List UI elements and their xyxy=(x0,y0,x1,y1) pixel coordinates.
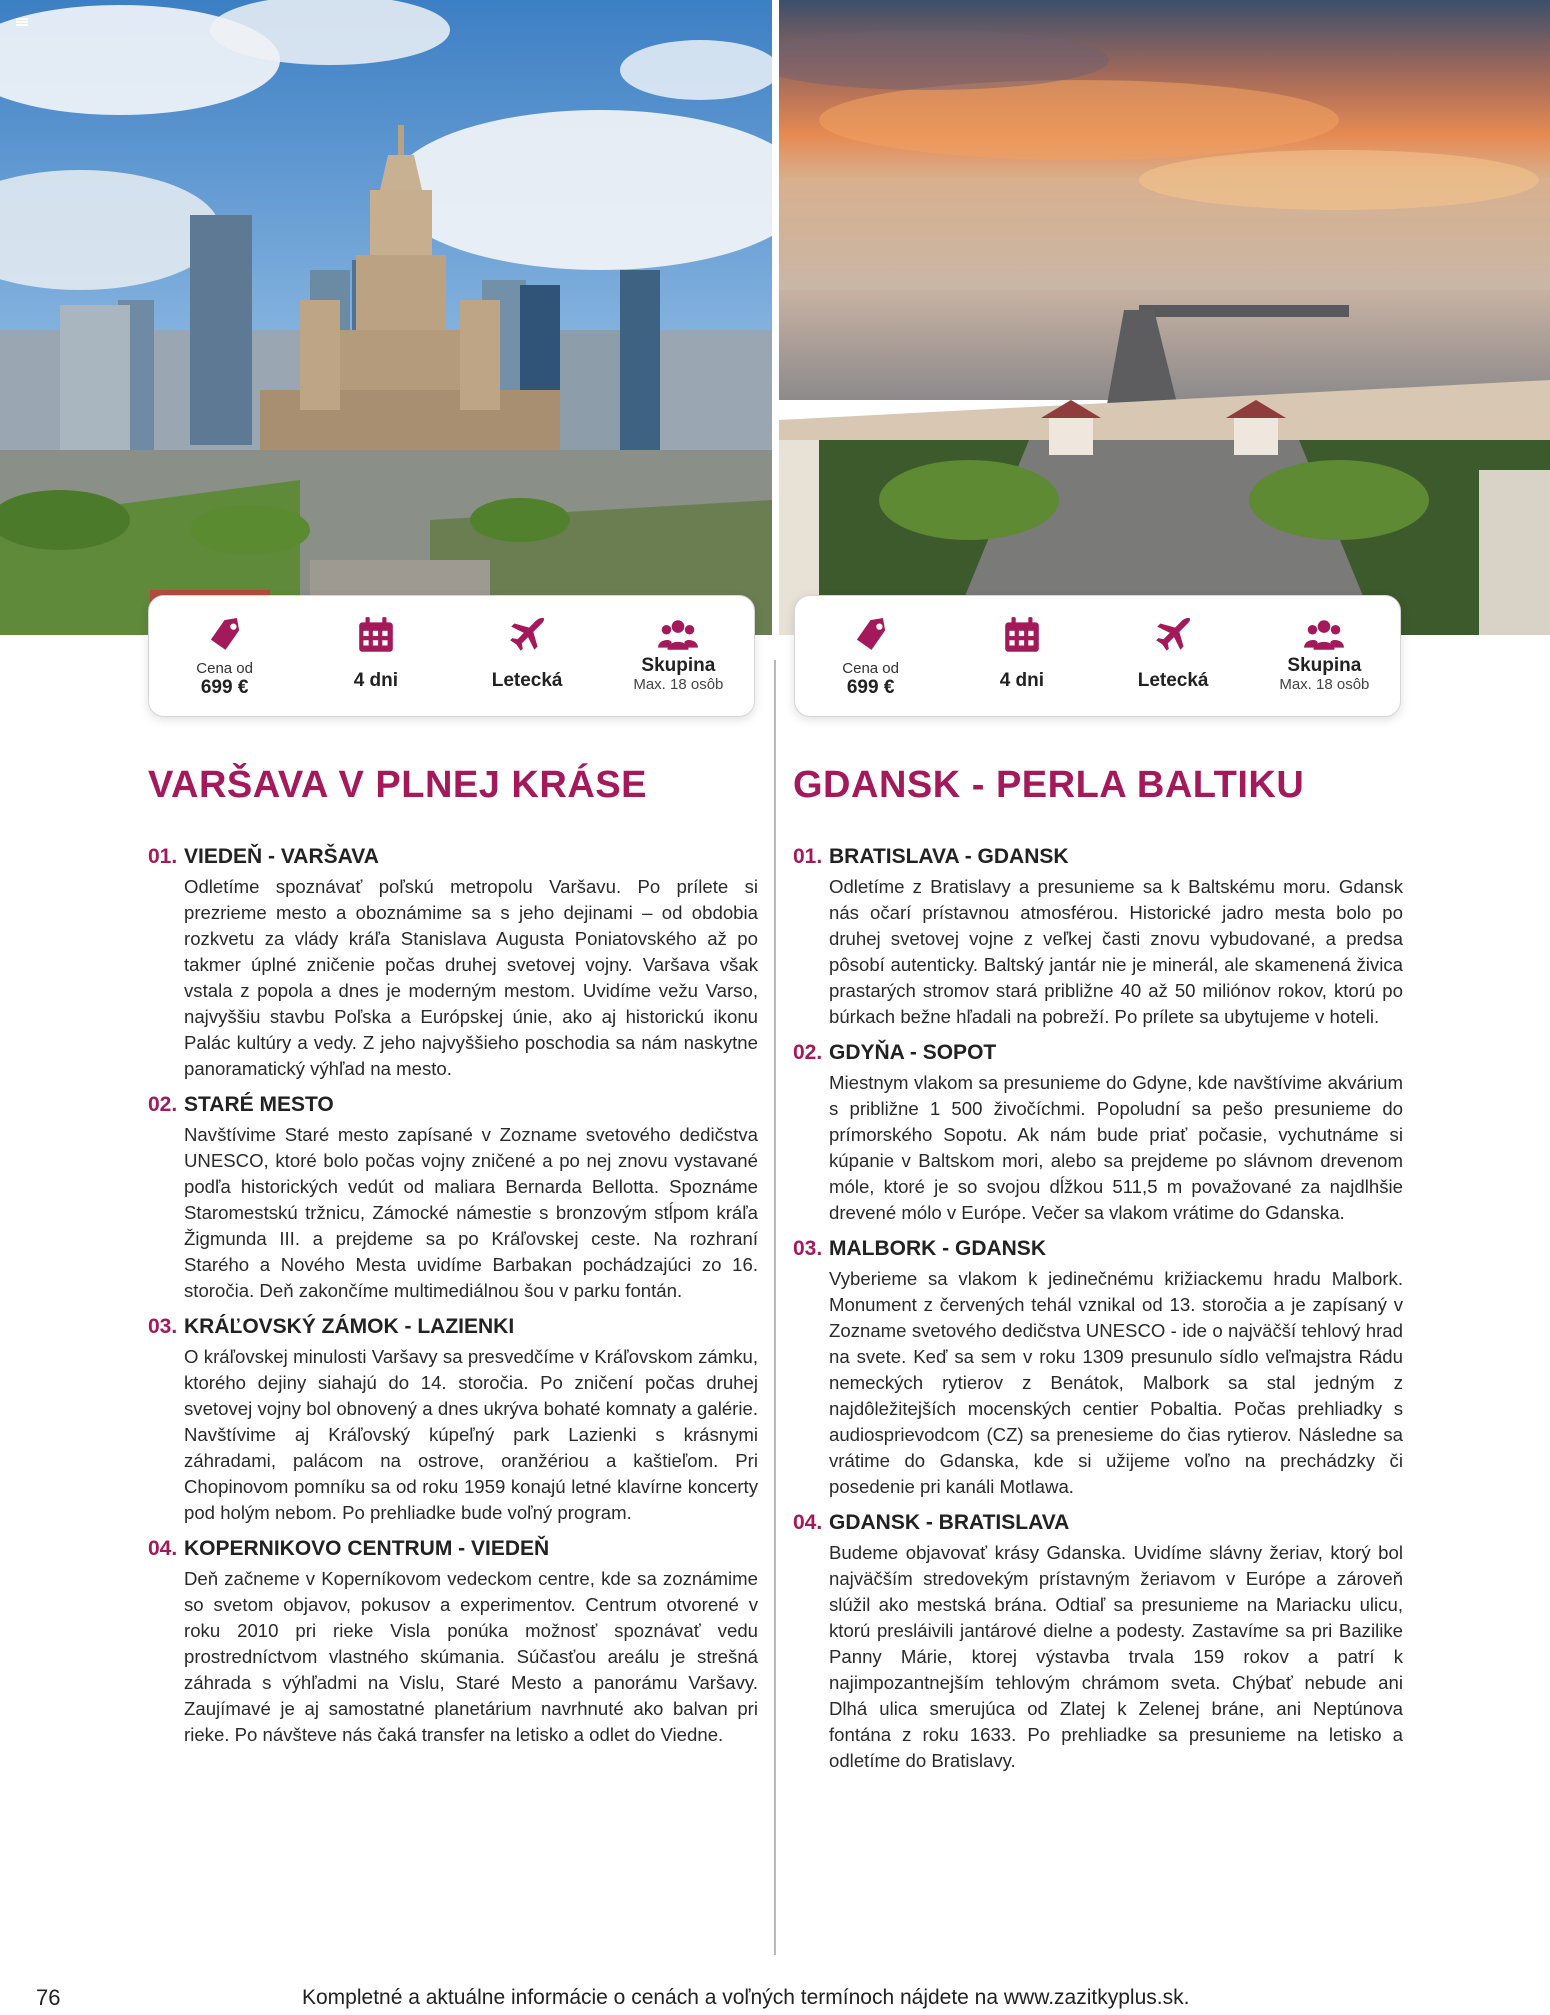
itinerary-day xyxy=(148,1532,758,1748)
airplane-icon xyxy=(1150,614,1196,656)
day-title: VIEDEŇ - VARŠAVA xyxy=(184,845,379,868)
airplane-icon xyxy=(504,614,550,656)
day-description: Budeme objavovať krásy Gdanska. Uvidíme slávny žeriav, ktorý bol najväčším stredovekým prístavným žeriavom v Európe a zároveň slúžil ako mestská brána. Odtiaľ sa presunieme na Mariacku ulicu, ktorú presláivili jantárové dielne a podesty. Zastavíme sa pri Bazilike Panny Márie, ktorej výstavba trvala 159 rokov a patrí k najimpozantnejším tehlovým chrámom sveta. Chýbať nebude ani Dlhá ulica smerujúca od Zlatej k Zelenej bráne, ani Neptúnova fontána z roku 1633. Po prehliadke sa presunieme na letisko a odletíme do Bratislavy. xyxy=(829,1542,1403,1771)
day-number: 04. xyxy=(148,1537,178,1560)
day-description: Deň začneme v Koperníkovom vedeckom centre, kde sa zoznámime so svetom objavov, pokusov a experimentov. Centrum otvorené v roku 2010 pri rieke Visla ponúka možnosť spoznávať vedu prostredníctvom vlastného skúmania. Súčasťou areálu je strešná záhrada s výhľadmi na Vislu, Staré Mesto a panorámu Varšavy. Zaujímavé je aj samostatné planetárium navrhnuté ako balvan pri rieke. Po návšteve nás čaká transfer na letisko a odlet do Viedne. xyxy=(184,1568,758,1745)
tour-title: GDANSK - PERLA BALTIKU xyxy=(793,764,1305,806)
day-title: KRÁĽOVSKÝ ZÁMOK - LAZIENKI xyxy=(184,1315,515,1338)
transport-info xyxy=(1098,596,1249,716)
itinerary-day xyxy=(793,840,1403,1030)
transport-info xyxy=(452,596,603,716)
tour-info-card xyxy=(148,595,755,717)
day-title: GDYŇA - SOPOT xyxy=(829,1041,997,1064)
group-detail: Max. 18 osôb xyxy=(1279,676,1370,693)
day-description: Navštívime Staré mesto zapísané v Zozname svetového dedičstva UNESCO, ktoré bolo počas vojny zničené a po nej znovu vystavané podľa historických vedút od maliara Bernarda Bellotta. Spoznáme Staromestskú tržnicu, Zámocké námestie s bronzovým stĺpom kráľa Žigmunda III. a prejdeme sa po Kráľovskej ceste. Na rozhraní Starého a Nového Mesta uvidíme Barbakan pochádzajúci zo 16. storočia. Deň zakončíme multimediálnou šou v parku fontán. xyxy=(184,1124,758,1301)
day-title: STARÉ MESTO xyxy=(184,1093,334,1116)
price-value: 699 € xyxy=(846,677,895,698)
day-number: 02. xyxy=(793,1041,823,1064)
group-people-icon xyxy=(1301,614,1347,656)
itinerary xyxy=(793,840,1403,1774)
itinerary xyxy=(148,840,758,1748)
itinerary-day xyxy=(793,1036,1403,1226)
price-label: Cena od xyxy=(842,660,899,677)
day-heading xyxy=(793,1036,1403,1070)
day-number: 01. xyxy=(148,845,178,868)
menu-icon xyxy=(16,18,28,26)
day-heading xyxy=(148,1532,758,1566)
calendar-icon xyxy=(999,614,1045,656)
itinerary-day xyxy=(148,1310,758,1526)
group-info xyxy=(1249,596,1400,716)
tour-title: VARŠAVA V PLNEJ KRÁSE xyxy=(148,764,647,806)
warsaw-skyline-photo xyxy=(0,0,772,635)
calendar-icon xyxy=(353,614,399,656)
sopot-pier-sunset-photo xyxy=(779,0,1550,635)
tour-column-gdansk xyxy=(793,760,1403,1780)
duration-info xyxy=(300,596,451,716)
day-heading xyxy=(793,840,1403,874)
day-title: GDANSK - BRATISLAVA xyxy=(829,1511,1070,1534)
itinerary-day xyxy=(148,840,758,1082)
day-number: 01. xyxy=(793,845,823,868)
day-number: 04. xyxy=(793,1511,823,1534)
day-description: O kráľovskej minulosti Varšavy sa presvedčíme v Kráľovskom zámku, ktorého dejiny siahajú do 14. storočia. Po zničení počas druhej svetovej vojny bol obnovený a dnes ukrýva bohaté komnaty a galérie. Navštívime aj Kráľovský kúpeľný park Lazienki s krásnymi záhradami, palácom na ostrove, oranžériou a kaštieľom. Pri Chopinovom pomníku sa od roku 1959 konajú letné klavírne koncerty pod holým nebom. Po prehliadke bude voľný program. xyxy=(184,1346,758,1523)
price-tag-icon xyxy=(202,614,248,656)
transport-value: Letecká xyxy=(1137,670,1209,691)
duration-info xyxy=(946,596,1097,716)
group-label: Skupina xyxy=(1287,655,1362,676)
group-people-icon xyxy=(655,614,701,656)
price-info xyxy=(795,596,946,716)
tour-info-card xyxy=(794,595,1401,717)
day-description: Odletíme z Bratislavy a presunieme sa k Baltskému moru. Gdansk nás očarí prístavnou atmosférou. Historické jadro mesta bolo po druhej svetovej vojne z veľkej časti znovu vybudované, a predsa pôsobí autenticky. Baltský jantár nie je minerál, ale skamenená živica prastarých stromov stará približne 40 až 50 miliónov rokov, ktorú po búrkach bežne hľadali na pobreží. Po prílete sa ubytujeme v hoteli. xyxy=(829,876,1403,1027)
day-description: Miestnym vlakom sa presunieme do Gdyne, kde navštívime akvárium s približne 1 500 živočíchmi. Popoludní sa pešo presunieme do prímorského Sopotu. Ak nám bude priať počasie, vychutnáme si kúpanie v Baltskom mori, alebo sa prejdeme po slávnom drevenom móle, ktoré je so svojou dĺžkou 511,5 m považované za najdlhšie drevené mólo v Európe. Večer sa vlakom vrátime do Gdanska. xyxy=(829,1072,1403,1223)
day-heading xyxy=(793,1506,1403,1540)
group-detail: Max. 18 osôb xyxy=(633,676,724,693)
day-heading xyxy=(148,840,758,874)
day-description: Vyberieme sa vlakom k jedinečnému križiackemu hradu Malbork. Monument z červených tehál vznikal od 13. storočia a je zapísaný v Zozname svetového dedičstva UNESCO - ide o najväčší tehlový hrad na svete. Keď sa sem v roku 1309 presunulo sídlo veľmajstra Rádu nemeckých rytierov z Benátok, Malbork sa stal jedným z najdôležitejších mocenských centier Pobaltia. Počas prehliadky s audiosprievodcom (CZ) sa prenesieme do čias rytierov. Následne sa vrátime do Gdanska, kde si užijeme voľno na prechádzky či posedenie pri kanáli Motlawa. xyxy=(829,1268,1403,1497)
day-title: BRATISLAVA - GDANSK xyxy=(829,845,1069,868)
group-label: Skupina xyxy=(641,655,716,676)
price-tag-icon xyxy=(848,614,894,656)
tour-column-warsaw xyxy=(148,760,758,1754)
footer-note: Kompletné a aktuálne informácie o cenách a voľných termínoch nájdete na www.zazitkyplus.sk. xyxy=(302,1986,1190,2009)
day-heading xyxy=(148,1088,758,1122)
group-info xyxy=(603,596,754,716)
day-title: MALBORK - GDANSK xyxy=(829,1237,1046,1260)
price-info xyxy=(149,596,300,716)
day-number: 03. xyxy=(148,1315,178,1338)
day-heading xyxy=(148,1310,758,1344)
day-description: Odletíme spoznávať poľskú metropolu Varšavu. Po prílete si prezrieme mesto a oboznámime sa s jeho dejinami – od obdobia rozkvetu za vlády kráľa Stanislava Augusta Poniatovského až po takmer úplné zničenie počas druhej svetovej vojny. Varšava však vstala z popola a dnes je moderným mestom. Uvidíme vežu Varso, najvyššiu stavbu Poľska a Európskej únie, ako aj historickú ikonu Palác kultúry a vedy. Z jeho najvyššieho poschodia sa nám naskytne panoramatický výhľad na mesto. xyxy=(184,876,758,1079)
column-divider xyxy=(774,660,776,1955)
price-label: Cena od xyxy=(196,660,253,677)
transport-value: Letecká xyxy=(491,670,563,691)
itinerary-day xyxy=(148,1088,758,1304)
duration-value: 4 dni xyxy=(353,670,399,691)
duration-value: 4 dni xyxy=(999,670,1045,691)
day-heading xyxy=(793,1232,1403,1266)
itinerary-day xyxy=(793,1506,1403,1774)
itinerary-day xyxy=(793,1232,1403,1500)
day-title: KOPERNIKOVO CENTRUM - VIEDEŇ xyxy=(184,1537,550,1560)
day-number: 03. xyxy=(793,1237,823,1260)
page-number: 76 xyxy=(36,1985,61,2010)
price-value: 699 € xyxy=(200,677,249,698)
day-number: 02. xyxy=(148,1093,178,1116)
